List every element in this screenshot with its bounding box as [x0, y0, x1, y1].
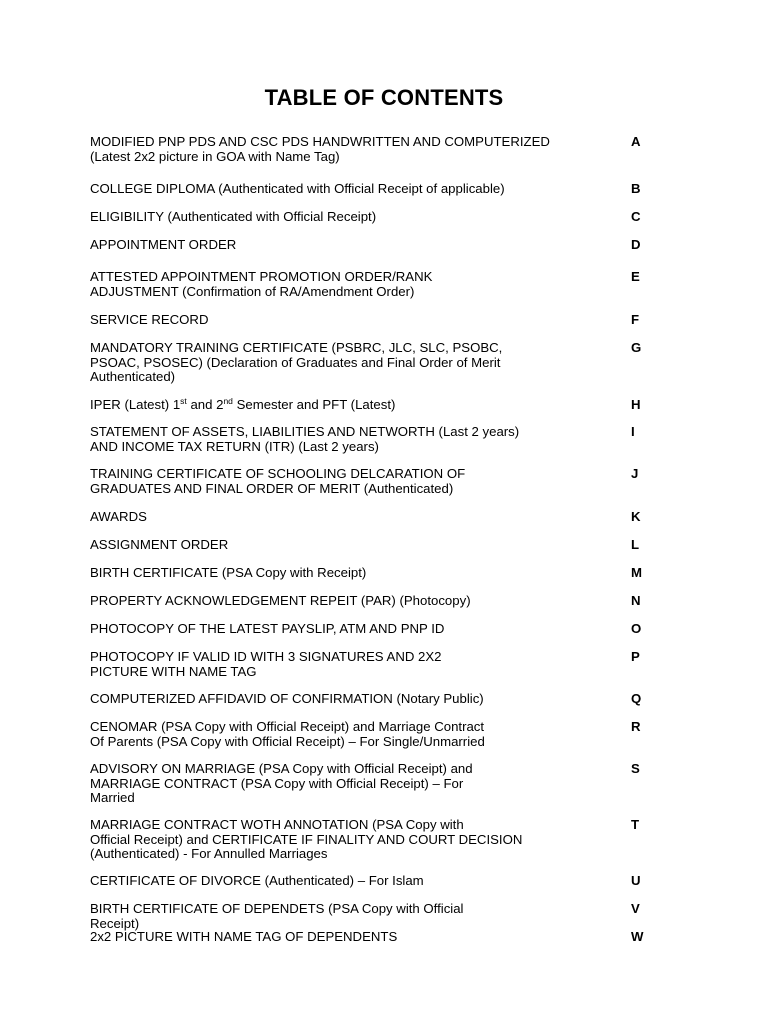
toc-entry-line: MODIFIED PNP PDS AND CSC PDS HANDWRITTEN AND COMPUTERIZED [90, 134, 550, 149]
toc-entry-line [90, 398, 625, 413]
toc-entry-text [90, 270, 625, 299]
toc-entry-line: PSOAC, PSOSEC) (Declaration of Graduates and Final Order of Merit [90, 354, 501, 370]
toc-entry-line: AWARDS [90, 509, 147, 524]
toc-entry-text [90, 467, 625, 496]
toc-entry-text [90, 210, 625, 225]
toc-entry-line: TRAINING CERTIFICATE OF SCHOOLING DELCARATION OF [90, 466, 466, 481]
toc-entry-letter: G [631, 340, 642, 355]
toc-entry-line: Receipt) [90, 915, 140, 931]
toc-entry-letter: V [631, 901, 640, 916]
toc-entry-line: MANDATORY TRAINING CERTIFICATE (PSBRC, JLC, SLC, PSOBC, [90, 340, 503, 355]
ordinal-suffix: nd [223, 396, 233, 406]
toc-entry-line: ELIGIBILITY (Authenticated with Official Receipt) [90, 209, 377, 224]
page-title: TABLE OF CONTENTS [264, 85, 504, 110]
toc-entry-line: PICTURE WITH NAME TAG [90, 663, 257, 679]
toc-entry-letter: F [631, 312, 640, 327]
toc-entry-text [90, 538, 625, 553]
toc-entry-letter: E [631, 269, 640, 284]
toc-entry-text-part: and 2 [186, 397, 224, 412]
toc-entry-line: 2x2 PICTURE WITH NAME TAG OF DEPENDENTS [90, 929, 398, 944]
toc-entry-line: CENOMAR (PSA Copy with Official Receipt) and Marriage Contract [90, 719, 485, 734]
toc-entry-line: (Latest 2x2 picture in GOA with Name Tag) [90, 148, 340, 164]
toc-entry-letter: S [631, 761, 640, 776]
toc-entry-line: APPOINTMENT ORDER [90, 237, 237, 252]
toc-entry-text-part: Semester and PFT (Latest) [232, 397, 396, 412]
toc-entry-letter: D [631, 237, 641, 252]
toc-entry-text [90, 425, 625, 454]
toc-entry-line: (Authenticated) - For Annulled Marriages [90, 846, 328, 862]
toc-entry-line: COLLEGE DIPLOMA (Authenticated with Official Receipt of applicable) [90, 181, 505, 196]
toc-entry-letter: K [631, 509, 641, 524]
toc-entry-letter: J [631, 466, 639, 481]
toc-entry-letter: M [631, 565, 642, 580]
toc-entry-line: CERTIFICATE OF DIVORCE (Authenticated) – For Islam [90, 873, 424, 888]
toc-entry-text-part: IPER (Latest) 1 [90, 397, 181, 412]
toc-entry-line: AND INCOME TAX RETURN (ITR) (Last 2 years) [90, 438, 379, 454]
toc-entry-text [90, 762, 625, 806]
toc-entry-letter: B [631, 181, 641, 196]
toc-entry-line: PHOTOCOPY IF VALID ID WITH 3 SIGNATURES AND 2X2 [90, 649, 442, 664]
toc-entry-line: Married [90, 790, 135, 806]
toc-entry-text [90, 818, 625, 862]
toc-entry-text [90, 874, 625, 889]
toc-entry-letter: P [631, 649, 640, 664]
toc-entry-letter: T [631, 817, 640, 832]
toc-entry-line: ADVISORY ON MARRIAGE (PSA Copy with Official Receipt) and [90, 761, 473, 776]
toc-entry-line: MARRIAGE CONTRACT WOTH ANNOTATION (PSA Copy with [90, 817, 464, 832]
toc-entry-text [90, 398, 625, 413]
toc-entry-line: SERVICE RECORD [90, 312, 209, 327]
toc-entry-letter: I [631, 424, 635, 439]
toc-entry-line: PHOTOCOPY OF THE LATEST PAYSLIP, ATM AND PNP ID [90, 621, 445, 636]
toc-entry-text [90, 692, 625, 707]
toc-entry-letter: O [631, 621, 642, 636]
toc-entry-letter: U [631, 873, 641, 888]
toc-entry-text [90, 135, 625, 164]
toc-entry-text [90, 182, 625, 197]
toc-entry-line: STATEMENT OF ASSETS, LIABILITIES AND NETWORTH (Last 2 years) [90, 424, 520, 439]
toc-entry-text [90, 622, 625, 637]
toc-entry-line: MARRIAGE CONTRACT (PSA Copy with Official Receipt) – For [90, 775, 464, 791]
toc-entry-line: ATTESTED APPOINTMENT PROMOTION ORDER/RANK [90, 269, 433, 284]
toc-entry-text [90, 930, 625, 945]
toc-entry-text [90, 650, 625, 679]
toc-entry-text [90, 720, 625, 749]
ordinal-suffix: st [180, 396, 187, 406]
toc-entry-line: ASSIGNMENT ORDER [90, 537, 229, 552]
toc-entry-text [90, 594, 625, 609]
toc-entry-text [90, 566, 625, 581]
toc-entry-letter: R [631, 719, 641, 734]
toc-entry-letter: H [631, 397, 641, 412]
toc-entry-letter: A [631, 134, 641, 149]
toc-entry-line: Authenticated) [90, 369, 176, 385]
toc-entry-letter: Q [631, 691, 642, 706]
toc-entry-line: BIRTH CERTIFICATE (PSA Copy with Receipt) [90, 565, 367, 580]
toc-entry-text [90, 902, 625, 931]
toc-entry-line: Of Parents (PSA Copy with Official Receipt) – For Single/Unmarried [90, 733, 485, 749]
toc-entry-line: COMPUTERIZED AFFIDAVID OF CONFIRMATION (Notary Public) [90, 691, 484, 706]
toc-entry-letter: C [631, 209, 641, 224]
toc-entry-line: Official Receipt) and CERTIFICATE IF FINALITY AND COURT DECISION [90, 831, 523, 847]
toc-entry-text [90, 510, 625, 525]
toc-entry-text [90, 238, 625, 253]
toc-entry-line: GRADUATES AND FINAL ORDER OF MERIT (Authenticated) [90, 480, 454, 496]
toc-entry-letter: W [631, 929, 644, 944]
toc-entry-text [90, 313, 625, 328]
toc-entry-letter: N [631, 593, 641, 608]
toc-entry-line: ADJUSTMENT (Confirmation of RA/Amendment Order) [90, 283, 415, 299]
toc-entry-text [90, 341, 625, 385]
toc-entry-letter: L [631, 537, 640, 552]
toc-entry-line: BIRTH CERTIFICATE OF DEPENDETS (PSA Copy with Official [90, 901, 464, 916]
toc-entry-line: PROPERTY ACKNOWLEDGEMENT REPEIT (PAR) (Photocopy) [90, 593, 471, 608]
